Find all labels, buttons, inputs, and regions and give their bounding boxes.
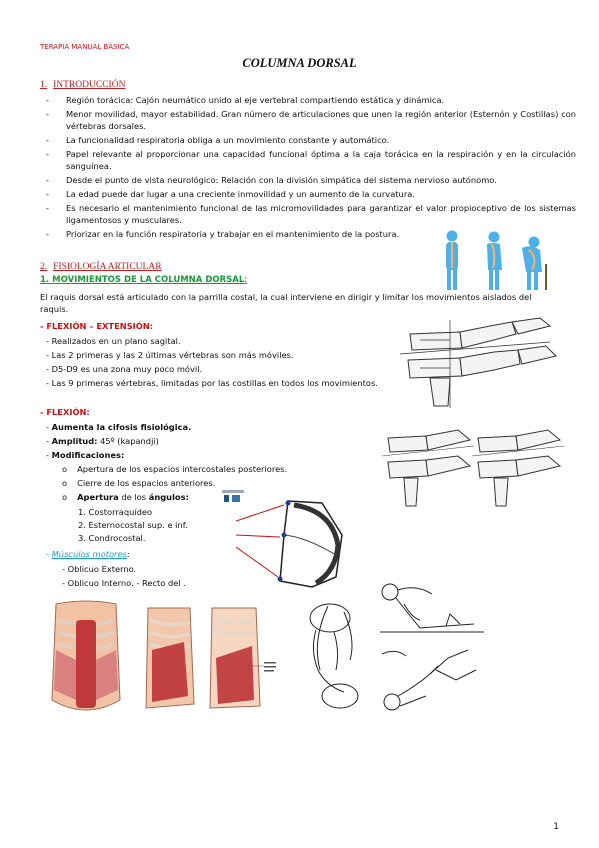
list-item: - La funcionalidad respiratoria obliga a un movimiento constante y automático.	[40, 134, 576, 146]
musculos-list	[62, 562, 186, 590]
section-2-title: FISIOLOGÍA ARTICULAR	[53, 262, 162, 272]
list-item: - La edad puede dar lugar a una creciente inmovilidad y un aumento de la curvatura.	[40, 188, 576, 200]
vertebra-flexion-figure	[378, 420, 568, 510]
page-number: 1	[553, 822, 559, 832]
posture-illustration	[432, 228, 560, 292]
angles-list	[78, 506, 188, 545]
apertura-mid: de los	[118, 492, 149, 502]
list-item: 1. Costorraquídeo	[78, 507, 153, 517]
list-item: - D5-D9 es una zona muy poco móvil.	[46, 364, 203, 374]
reclined-exercise-sketch	[376, 640, 490, 718]
list-item: - Las 2 primeras y las 2 últimas vértebras son más móviles.	[46, 350, 294, 360]
section-1-heading	[40, 80, 125, 90]
list-item: - Desde el punto de vista neurológico: Relación con la división simpática del sistema nervioso autónomo.	[40, 174, 576, 186]
list-item: - Priorizar en la función respiratoria y trabajar en el mantenimiento de la postura.	[40, 228, 466, 240]
list-item: - Oblicuo Interno. - Recto del .	[62, 578, 186, 588]
rib-angles-figure	[236, 495, 360, 595]
abdominal-muscles-side-figure	[140, 604, 198, 714]
amplitud-item: - Amplitud: 45º (kapandji)	[46, 436, 159, 446]
amplitud-label: Amplitud:	[51, 436, 98, 446]
amplitud-value: 45º (kapandji)	[97, 436, 159, 446]
section-1-title: INTRODUCCIÓN	[53, 80, 126, 90]
modificaciones-label: Modificaciones:	[51, 450, 125, 460]
list-item: - Las 9 primeras vértebras, limitadas por las costillas en todos los movimientos.	[46, 378, 378, 388]
apertura-angulos: ángulos:	[148, 492, 189, 502]
subsection-number: 1.	[40, 275, 50, 285]
cifosis-item: - Aumenta la cifosis fisiológica.	[46, 422, 192, 432]
list-item-text: Cierre de los espacios anteriores.	[77, 478, 216, 488]
musculos-heading: - Músculos motores:	[46, 549, 130, 559]
list-item-text: Apertura de los espacios intercostales posteriores.	[77, 464, 288, 474]
list-item: - Oblicuo Externo.	[62, 564, 137, 574]
flexion-extension-heading: - FLEXIÓN – EXTENSIÓN:	[40, 321, 154, 331]
subsection-heading	[40, 274, 247, 286]
section-2-number: 2.	[40, 262, 48, 272]
list-item: - Menor movilidad, mayor estabilidad. Gran número de articulaciones que unen la región anterior (Esternón y Costillas) con vértebras dorsales.	[40, 108, 576, 132]
page-title: COLUMNA DORSAL	[242, 56, 357, 70]
list-item: 3. Condrocostal.	[78, 533, 146, 543]
vertebra-flexion-extension-figure	[390, 312, 562, 410]
subsection-colon: :	[244, 275, 248, 285]
intro-bullets	[40, 94, 576, 242]
section-2-heading	[40, 262, 162, 272]
abdominal-muscles-oblique-figure	[204, 604, 278, 714]
trunk-flexion-sketch	[300, 600, 370, 716]
situp-exercise-sketch	[376, 574, 486, 640]
document-header: TERAPIA MANUAL BÁSICA	[40, 43, 130, 51]
list-item: o Apertura de los ángulos:	[62, 492, 189, 502]
list-item: o Apertura de los espacios intercostales posteriores.	[62, 464, 288, 474]
flexion-extension-list	[46, 334, 426, 390]
abdominal-muscles-front-figure	[46, 600, 126, 718]
section-1-number: 1.	[40, 80, 48, 90]
flexion-heading: - FLEXIÓN:	[40, 407, 90, 417]
list-item: - Es necesario el mantenimiento funcional de las micromovilidades para garantizar el valor propioceptivo de los sistemas ligamentosos y musculares.	[40, 202, 576, 226]
musculos-title: Músculos motores	[51, 549, 127, 559]
list-item: - Realizados en un plano sagital.	[46, 336, 181, 346]
intro-paragraph: El raquis dorsal está articulado con la parrilla costal, la cual interviene en dirigir y limitar los movimientos aislados del raquis.	[40, 292, 532, 314]
list-item: - Papel relevante al proporcionar una capacidad funcional óptima a la caja torácica en la respiración y en la circulación sanguínea.	[40, 148, 576, 172]
apertura-bold: Apertura	[77, 492, 119, 502]
cifosis-text: Aumenta la cifosis fisiológica.	[51, 422, 192, 432]
flexion-details	[46, 420, 191, 462]
list-item: - Región torácica: Cajón neumático unido al eje vertebral compartiendo estática y dinámica.	[40, 94, 576, 106]
subsection-title: MOVIMIENTOS DE LA COLUMNA DORSAL	[52, 275, 245, 285]
list-item: 2. Esternocostal sup. e inf.	[78, 520, 188, 530]
modificaciones-item: - Modificaciones:	[46, 450, 125, 460]
list-item: o Cierre de los espacios anteriores.	[62, 478, 216, 488]
